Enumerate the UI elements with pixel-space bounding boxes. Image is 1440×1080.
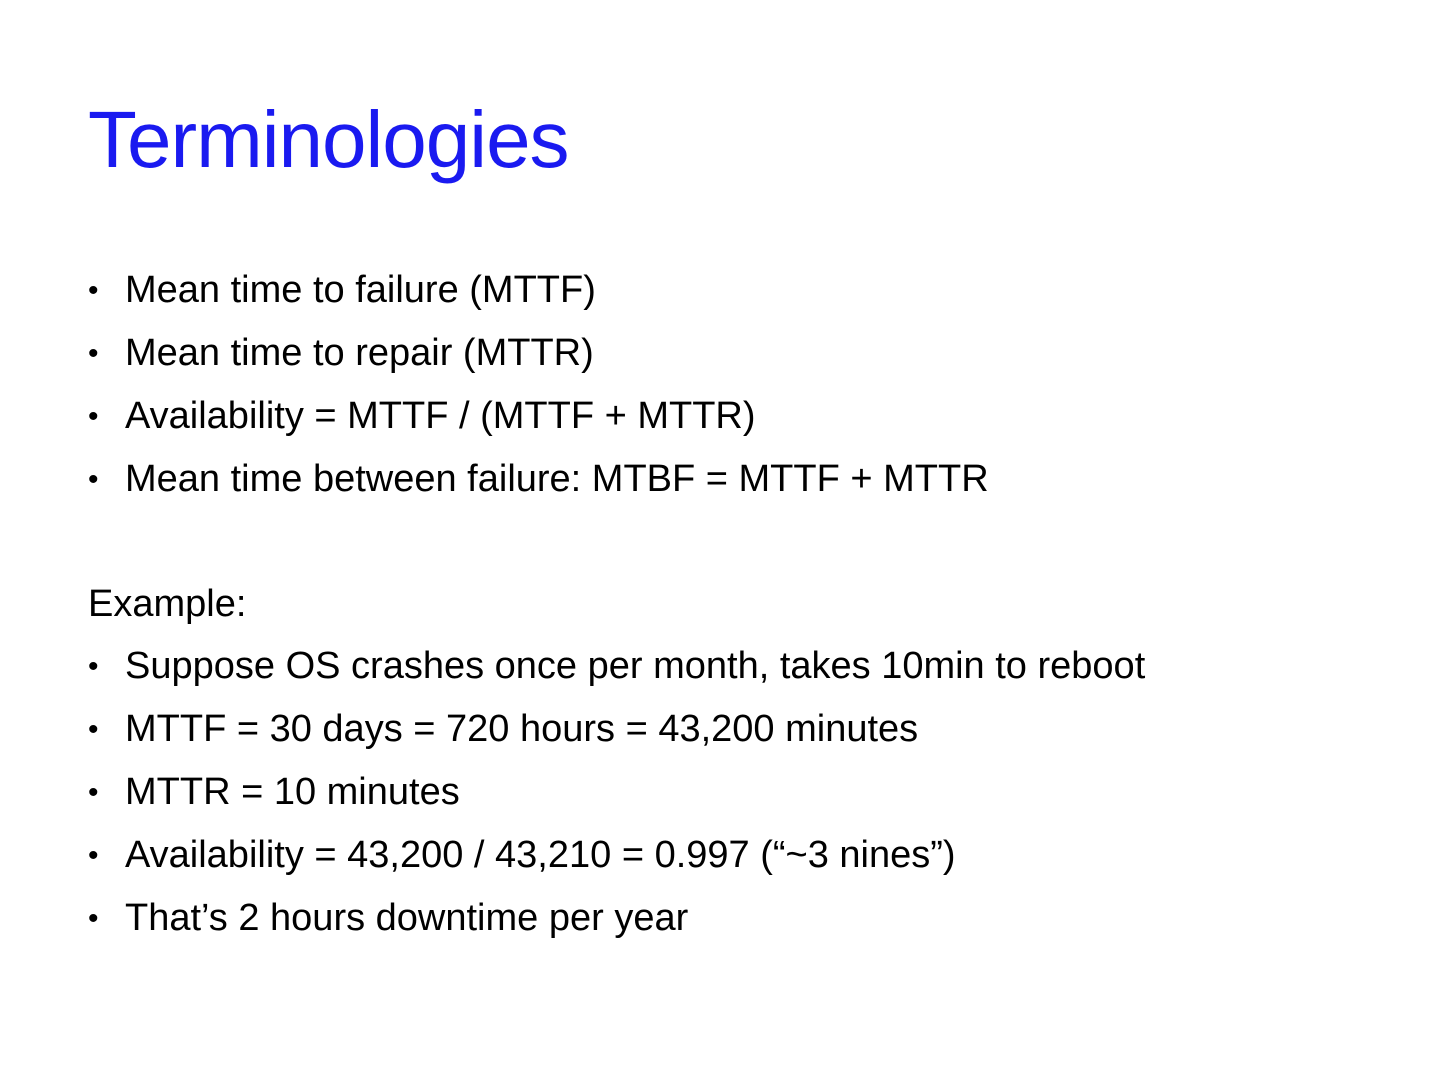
- definition-text: Mean time to failure (MTTF): [125, 269, 596, 311]
- example-text: Suppose OS crashes once per month, takes 10min to reboot: [125, 645, 1146, 687]
- bullet-icon: •: [88, 337, 99, 370]
- example-label: Example:: [88, 583, 247, 625]
- bullet-icon: •: [88, 776, 99, 809]
- example-text: MTTF = 30 days = 720 hours = 43,200 minutes: [125, 708, 919, 750]
- definition-text: Availability = MTTF / (MTTF + MTTR): [125, 395, 756, 437]
- definition-text: Mean time between failure: MTBF = MTTF + MTTR: [125, 458, 989, 500]
- bullet-icon: •: [88, 274, 99, 307]
- slide-title: Terminologies: [88, 95, 569, 184]
- example-text: MTTR = 10 minutes: [125, 771, 460, 813]
- definition-text: Mean time to repair (MTTR): [125, 332, 594, 374]
- bullet-icon: •: [88, 902, 99, 935]
- example-text: Availability = 43,200 / 43,210 = 0.997 (“~3 nines”): [125, 834, 956, 876]
- bullet-icon: •: [88, 650, 99, 683]
- bullet-icon: •: [88, 463, 99, 496]
- example-text: That’s 2 hours downtime per year: [125, 897, 689, 939]
- bullet-icon: •: [88, 713, 99, 746]
- bullet-icon: •: [88, 839, 99, 872]
- bullet-icon: •: [88, 400, 99, 433]
